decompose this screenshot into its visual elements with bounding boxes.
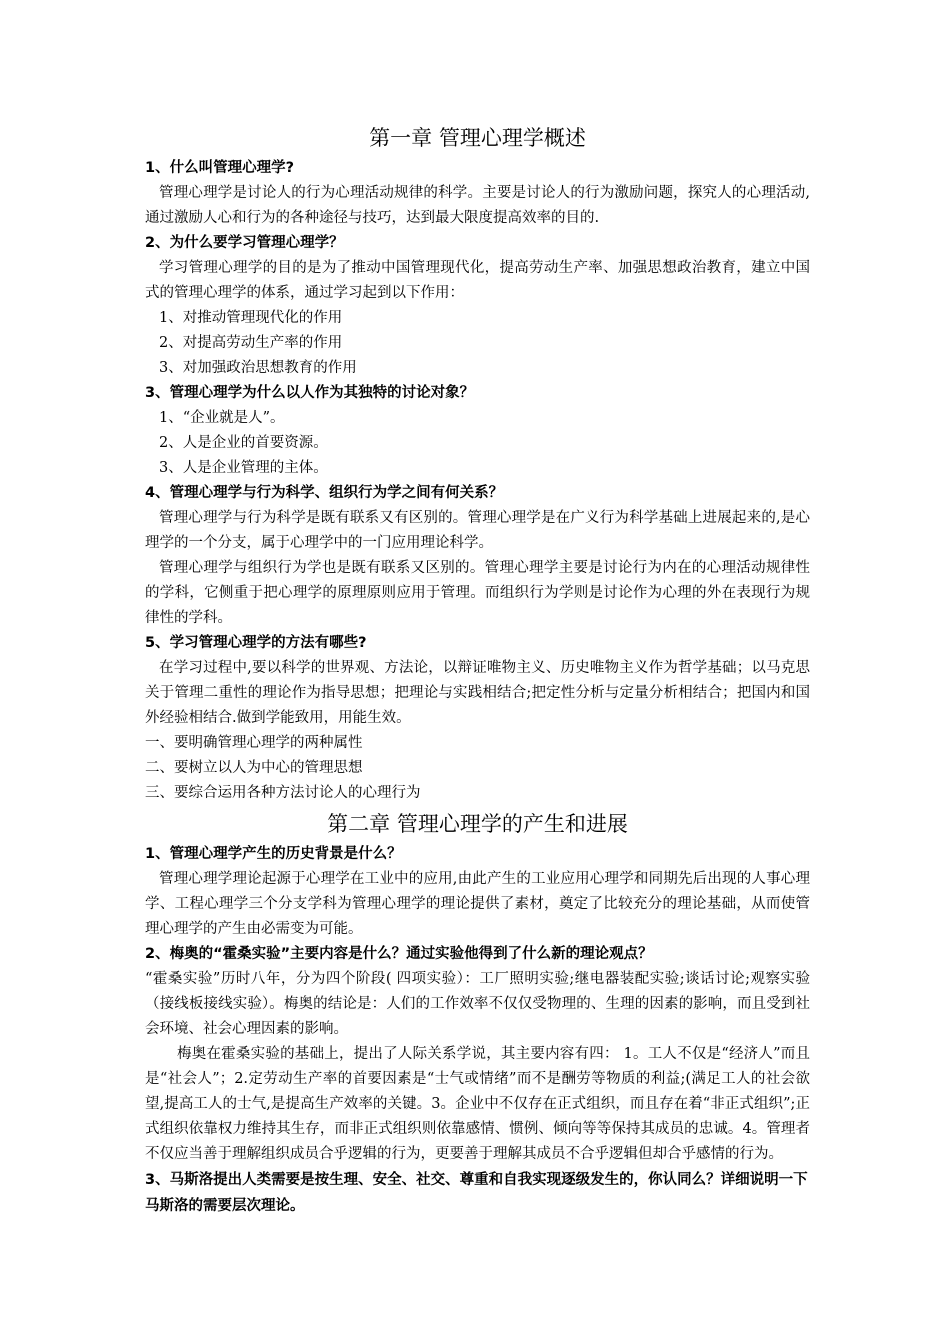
list-item: 1、对推动管理现代化的作用	[159, 310, 343, 326]
question-1-3: 3、管理心理学为什么以人作为其独特的讨论对象？	[145, 385, 475, 401]
answer-1-4-paragraph-2: 管理心理学与组织行为学也是既有联系又区别的。管理心理学主要是讨论行为内在的心理活动规律性的学科，它侧重于把心理学的原理原则应用于管理。而组织行为学则是讨论作为心理的外在表现行为规律性的学科。	[145, 560, 810, 626]
chapter-2-title: 第二章 管理心理学的产生和进展	[327, 812, 628, 836]
answer-2-2-paragraph-2: 梅奥在霍桑实验的基础上，提出了人际关系学说，其主要内容有四： 1。工人不仅是“经济人”而且是“社会人”；2.定劳动生产率的首要因素是“士气或情绪”而不是酬劳等物质的利益;(满足工人的社会欲望,提高工人的士气,是提高生产效率的关键。3。企业中不仅存在正式组织，而且存在着“非正式组织”;正式组织依靠权力维持其生存，而非正式组织则依靠感情、惯例、倾向等等保持其成员的忠诚。4。管理者不仅应当善于理解组织成员合乎逻辑的行为，更要善于理解其成员不合乎逻辑但却合乎感情的行为。	[145, 1046, 810, 1162]
answer-1-2-paragraph: 学习管理心理学的目的是为了推动中国管理现代化，提高劳动生产率、加强思想政治教育，建立中国式的管理心理学的体系，通过学习起到以下作用：	[145, 260, 810, 301]
question-1-5: 5、学习管理心理学的方法有哪些?	[145, 635, 367, 651]
answer-1-4-paragraph-1: 管理心理学与行为科学是既有联系又有区别的。管理心理学是在广义行为科学基础上进展起来的,是心理学的一个分支，属于心理学中的一门应用理论科学。	[145, 510, 810, 551]
list-item: 1、“企业就是人”。	[159, 410, 285, 426]
answer-1-1-paragraph: 管理心理学是讨论人的行为心理活动规律的科学。主要是讨论人的行为激励问题，探究人的心理活动,通过激励人心和行为的各种途径与技巧，达到最大限度提高效率的目的.	[145, 185, 810, 226]
answer-2-1-paragraph: 管理心理学理论起源于心理学在工业中的应用,由此产生的工业应用心理学和同期先后出现的人事心理学、工程心理学三个分支学科为管理心理学的理论提供了素材，奠定了比较充分的理论基础，从而使管理心理学的产生由必需变为可能。	[145, 871, 810, 937]
list-item: 2、对提高劳动生产率的作用	[159, 335, 343, 351]
question-1-2: 2、为什么要学习管理心理学？	[145, 235, 344, 251]
question-1-1: 1、什么叫管理心理学?	[145, 160, 294, 176]
question-2-3: 3、马斯洛提出人类需要是按生理、安全、社交、尊重和自我实现逐级发生的，你认同么？详细说明一下马斯洛的需要层次理论。	[145, 1172, 808, 1214]
list-item: 三、要综合运用各种方法讨论人的心理行为	[145, 785, 421, 801]
question-1-4: 4、管理心理学与行为科学、组织行为学之间有何关系？	[145, 485, 504, 501]
list-item: 二、要树立以人为中心的管理思想	[145, 760, 363, 776]
list-item: 3、对加强政治思想教育的作用	[159, 360, 357, 376]
question-2-1: 1、管理心理学产生的历史背景是什么？	[145, 846, 402, 862]
list-item: 一、要明确管理心理学的两种属性	[145, 735, 363, 751]
answer-2-2-paragraph-1: “霍桑实验”历时八年，分为四个阶段( 四项实验）：工厂照明实验;继电器装配实验;谈话讨论;观察实验（接线板接线实验）。梅奥的结论是：人们的工作效率不仅仅受物理的、生理的因素的影响，而且受到社会环境、社会心理因素的影响。	[145, 971, 810, 1037]
list-item: 2、人是企业的首要资源。	[159, 435, 328, 451]
document-page	[145, 120, 810, 1219]
question-2-2: 2、梅奥的“霍桑实验”主要内容是什么？通过实验他得到了什么新的理论观点？	[145, 946, 653, 962]
list-item: 3、人是企业管理的主体。	[159, 460, 328, 476]
chapter-1-title: 第一章 管理心理学概述	[369, 126, 586, 150]
answer-1-5-paragraph: 在学习过程中,要以科学的世界观、方法论，以辩证唯物主义、历史唯物主义作为哲学基础；以马克思关于管理二重性的理论作为指导思想；把理论与实践相结合;把定性分析与定量分析相结合；把国内和国外经验相结合.做到学能致用，用能生效。	[145, 660, 810, 726]
